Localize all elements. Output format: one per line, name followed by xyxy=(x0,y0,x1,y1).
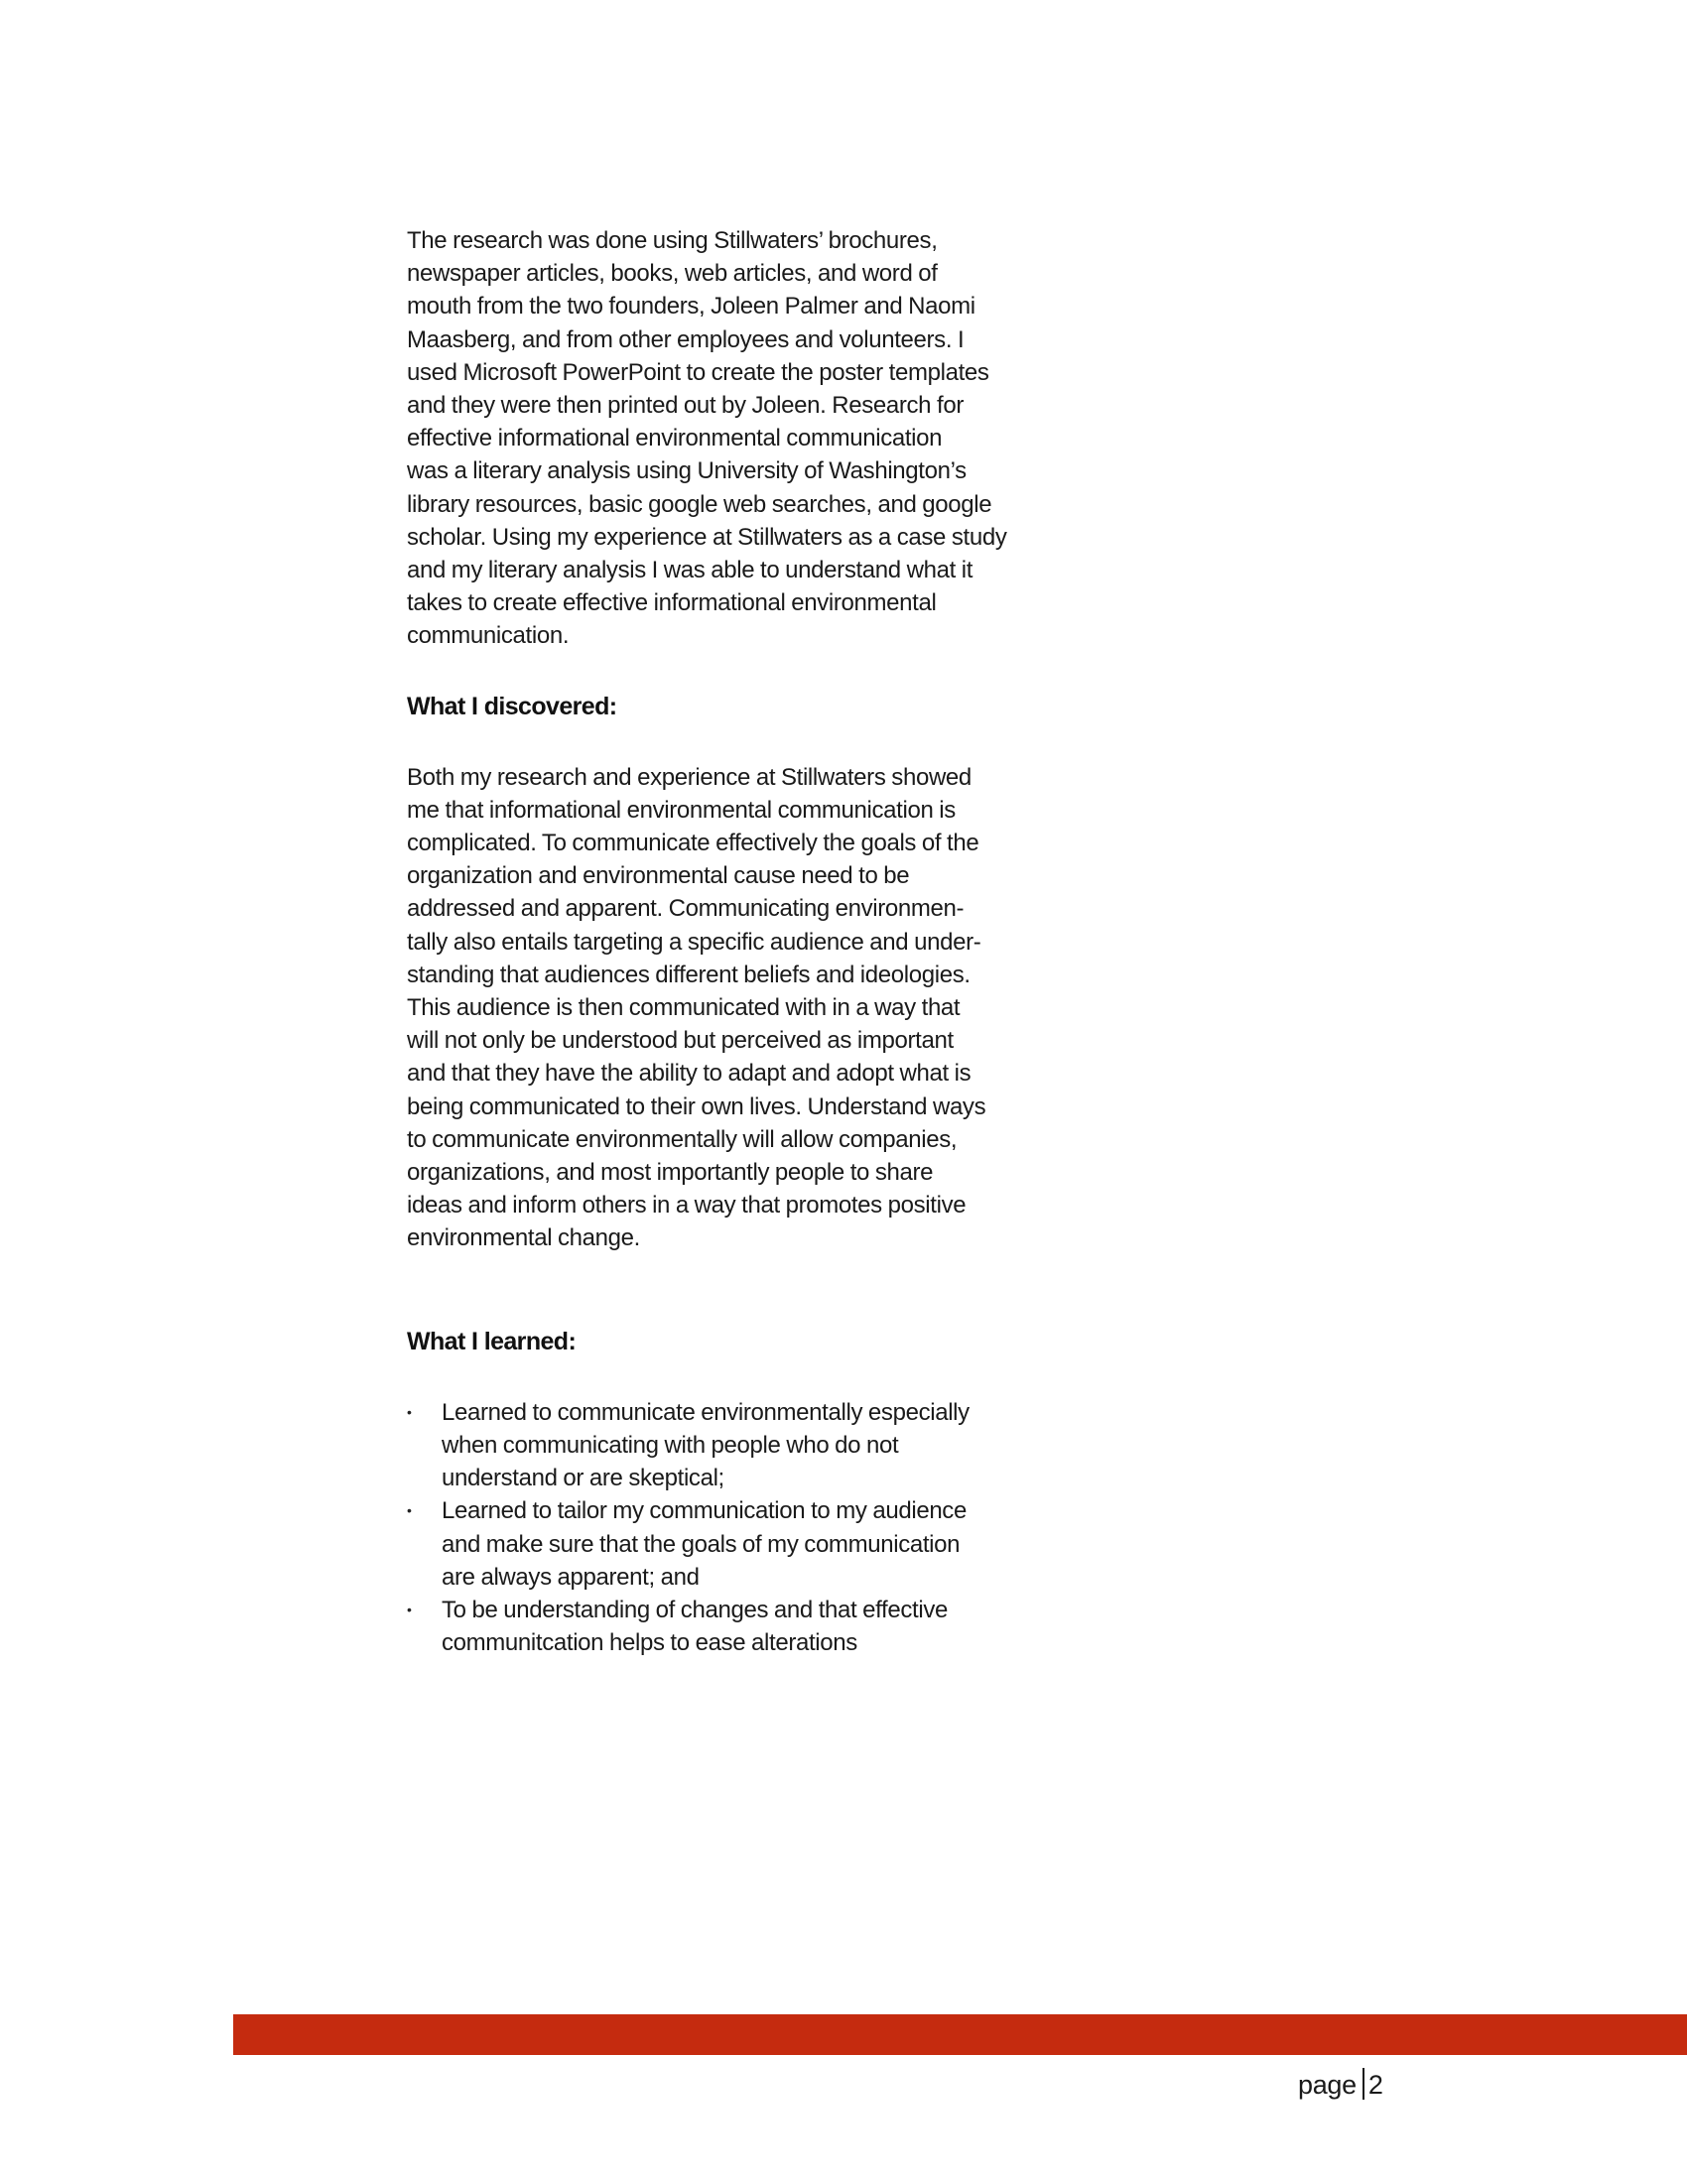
page-label: page xyxy=(1298,2070,1357,2100)
text-line: complicated. To communicate effectively the goals of the xyxy=(407,830,979,857)
footer-red-band xyxy=(233,2014,1687,2055)
heading-what-i-discovered: What I discovered: xyxy=(407,692,617,720)
bullet-icon: • xyxy=(407,1502,412,1519)
text-line: The research was done using Stillwaters’ brochures, xyxy=(407,227,938,254)
text-line: used Microsoft PowerPoint to create the poster templates xyxy=(407,358,989,386)
text-line: and my literary analysis I was able to understand what it xyxy=(407,557,973,584)
text-line: newspaper articles, books, web articles, and word of xyxy=(407,260,938,288)
text-line: effective informational environmental communication xyxy=(407,425,943,452)
text-line: addressed and apparent. Communicating environmen- xyxy=(407,895,965,923)
list-item xyxy=(407,1594,1082,1659)
text-line: being communicated to their own lives. Understand ways xyxy=(407,1092,986,1120)
text-line: library resources, basic google web searches, and google xyxy=(407,490,992,518)
heading-what-i-learned: What I learned: xyxy=(407,1327,577,1355)
text-line: and make sure that the goals of my communication xyxy=(442,1530,961,1558)
intro-paragraph xyxy=(407,224,1082,653)
page-separator xyxy=(1363,2068,1364,2100)
learned-list xyxy=(407,1396,1082,1660)
bullet-icon: • xyxy=(407,1403,412,1420)
text-line: and that they have the ability to adapt and adopt what is xyxy=(407,1060,972,1088)
text-line: when communicating with people who do not xyxy=(442,1431,899,1459)
text-line: organizations, and most importantly people to share xyxy=(407,1159,934,1187)
text-line: standing that audiences different beliefs and ideologies. xyxy=(407,961,971,988)
discovered-paragraph xyxy=(407,761,1082,1255)
text-line: Both my research and experience at Stillwaters showed xyxy=(407,763,972,791)
bullet-icon: • xyxy=(407,1601,412,1617)
text-line: organization and environmental cause need to be xyxy=(407,862,910,890)
text-line: Learned to communicate environmentally especially xyxy=(442,1398,970,1426)
text-line: To be understanding of changes and that effective xyxy=(442,1596,948,1623)
text-line: communication. xyxy=(407,622,570,650)
text-line: was a literary analysis using University of Washington’s xyxy=(407,457,967,485)
text-line: scholar. Using my experience at Stillwaters as a case study xyxy=(407,523,1007,551)
text-line: are always apparent; and xyxy=(442,1563,700,1591)
text-line: understand or are skeptical; xyxy=(442,1465,724,1492)
text-line: communitcation helps to ease alterations xyxy=(442,1629,857,1657)
text-line: will not only be understood but perceived as important xyxy=(407,1027,954,1055)
text-line: to communicate environmentally will allow companies, xyxy=(407,1125,958,1153)
text-line: environmental change. xyxy=(407,1224,640,1252)
text-line: mouth from the two founders, Joleen Palmer and Naomi xyxy=(407,293,975,321)
text-line: me that informational environmental communication is xyxy=(407,796,956,824)
text-line: and they were then printed out by Joleen. Research for xyxy=(407,392,964,420)
text-line: ideas and inform others in a way that promotes positive xyxy=(407,1192,967,1220)
text-line: Maasberg, and from other employees and volunteers. I xyxy=(407,325,965,353)
text-column xyxy=(407,224,1082,1659)
text-line: tally also entails targeting a specific audience and under- xyxy=(407,928,981,956)
page-number-footer xyxy=(1298,2068,1383,2102)
list-item xyxy=(407,1494,1082,1594)
text-line: This audience is then communicated with in a way that xyxy=(407,994,961,1022)
text-line: takes to create effective informational environmental xyxy=(407,589,937,617)
list-item xyxy=(407,1396,1082,1495)
page-number: 2 xyxy=(1367,2070,1383,2100)
text-line: Learned to tailor my communication to my audience xyxy=(442,1497,967,1525)
